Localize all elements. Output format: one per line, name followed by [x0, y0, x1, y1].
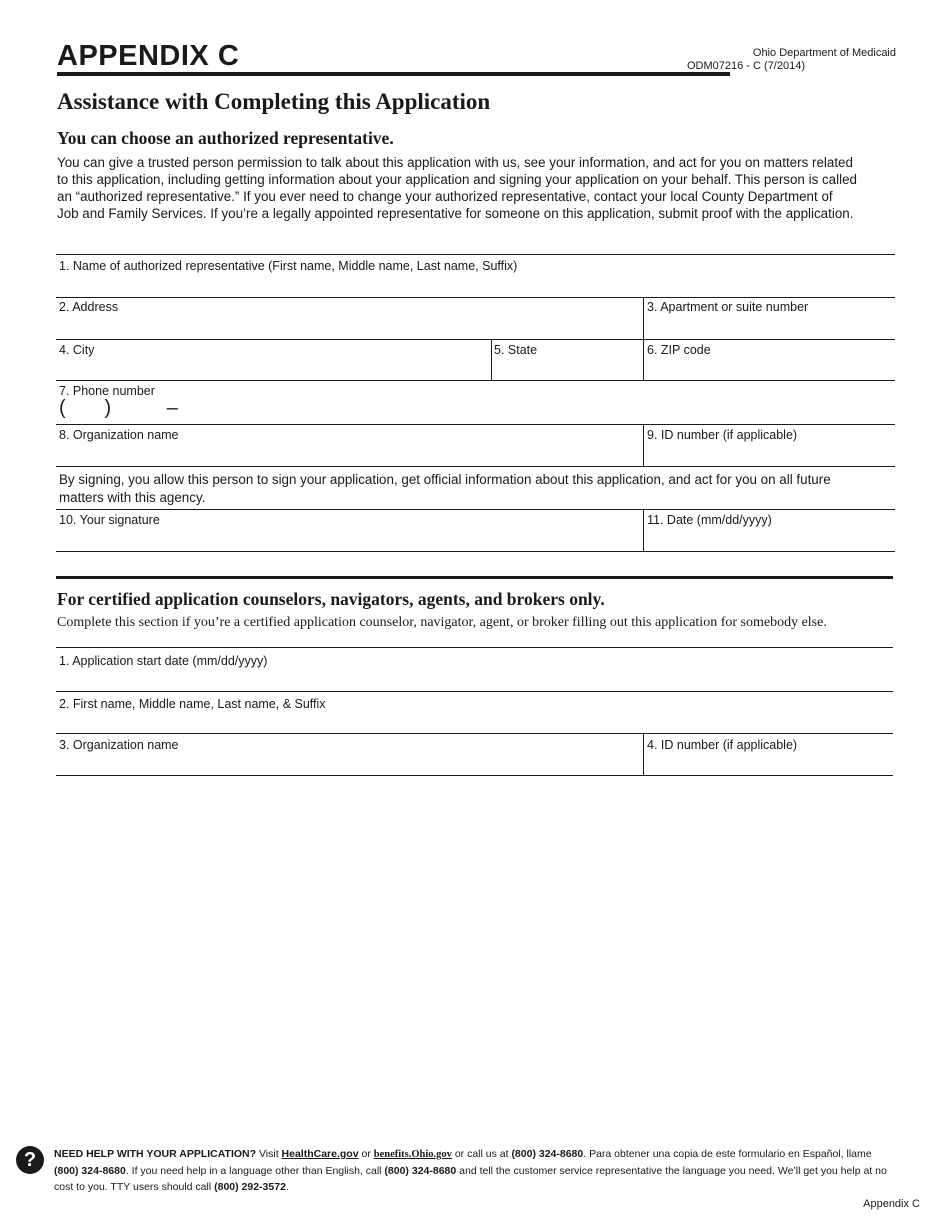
benefits-ohio-link[interactable]: benefits.Ohio.gov: [373, 1149, 452, 1160]
help-text: NEED HELP WITH YOUR APPLICATION? Visit HealthCare.gov or benefits.Ohio.gov or call us at (800) 324-8680. Para obtener una copia de este formulario en Español, llame (800) 324-8680. If you need help in a language other than English, call (800) 324-8680 and tell the customer service representative the language you need. We’ll get you help at no cost to you. TTY users should call (800) 292-3572.: [54, 1148, 887, 1193]
cert-organization-label: 3. Organization name: [59, 738, 179, 752]
form-rule: [56, 691, 893, 692]
section-divider: [56, 576, 893, 579]
help-lead: NEED HELP WITH YOUR APPLICATION?: [54, 1148, 257, 1160]
date-label: 11. Date (mm/dd/yyyy): [647, 513, 772, 527]
form-rule: [56, 551, 895, 552]
cert-name-label: 2. First name, Middle name, Last name, & Suffix: [59, 697, 326, 711]
apartment-label: 3. Apartment or suite number: [647, 300, 809, 314]
form-divider: [491, 339, 492, 380]
form-rule: [56, 380, 895, 381]
form-divider: [643, 424, 644, 466]
phone-label: 7. Phone number: [59, 384, 155, 398]
appendix-title: APPENDIX C: [57, 40, 240, 72]
section-subtitle: You can choose an authorized representative.: [57, 128, 394, 148]
help-phone: (800) 324-8680: [511, 1148, 584, 1160]
start-date-label: 1. Application start date (mm/dd/yyyy): [59, 654, 268, 668]
city-label: 4. City: [59, 343, 95, 357]
title-rule: [57, 72, 730, 76]
form-rule: [56, 647, 893, 648]
form-rule: [56, 254, 895, 255]
organization-label: 8. Organization name: [59, 428, 179, 442]
cert-section-title: For certified application counselors, navigators, agents, and brokers only.: [57, 589, 605, 609]
question-circle-icon: ?: [16, 1146, 44, 1174]
help-phone: (800) 324-8680: [54, 1165, 126, 1177]
form-rule: [56, 775, 893, 776]
cert-section-intro: Complete this section if you’re a certified application counselor, navigator, agent, or broker filling out this application for somebody else.: [57, 615, 827, 630]
zip-label: 6. ZIP code: [647, 343, 711, 357]
signing-notice: By signing, you allow this person to sign your application, get official information about this application, and act for you on all future matters with this agency.: [59, 472, 831, 505]
id-number-label: 9. ID number (if applicable): [647, 428, 798, 442]
form-rule: [56, 339, 895, 340]
form-rule: [56, 509, 895, 510]
form-rule: [56, 424, 895, 425]
healthcare-link[interactable]: HealthCare.gov: [281, 1148, 359, 1160]
page-footer-label: Appendix C: [863, 1198, 920, 1210]
form-number: ODM07216 - C (7/2014): [687, 60, 805, 72]
cert-id-number-label: 4. ID number (if applicable): [647, 738, 798, 752]
section-intro: You can give a trusted person permission to talk about this application with us, see your information, and act for you on matters related to this application, including getting information about your application and signing your application on your behalf. This person is called an “authorized representative.” If you ever need to change your authorized representative, contact your local County Department of Job and Family Services. If you’re a legally appointed representative for someone on this application, submit proof with the application.: [57, 155, 857, 221]
form-divider: [643, 509, 644, 551]
help-phone: (800) 324-8680: [384, 1165, 457, 1177]
phone-field-template: ( ) –: [59, 397, 178, 419]
section-title: Assistance with Completing this Application: [57, 89, 491, 114]
state-label: 5. State: [494, 343, 538, 357]
signature-label: 10. Your signature: [59, 513, 160, 527]
form-rule: [56, 297, 895, 298]
form-rule: [56, 733, 893, 734]
agency-name: Ohio Department of Medicaid: [752, 47, 896, 59]
form-rule: [56, 466, 895, 467]
rep-name-label: 1. Name of authorized representative (First name, Middle name, Last name, Suffix): [59, 259, 518, 273]
address-label: 2. Address: [59, 300, 119, 314]
form-divider: [643, 733, 644, 775]
tty-phone: (800) 292-3572: [214, 1181, 286, 1193]
